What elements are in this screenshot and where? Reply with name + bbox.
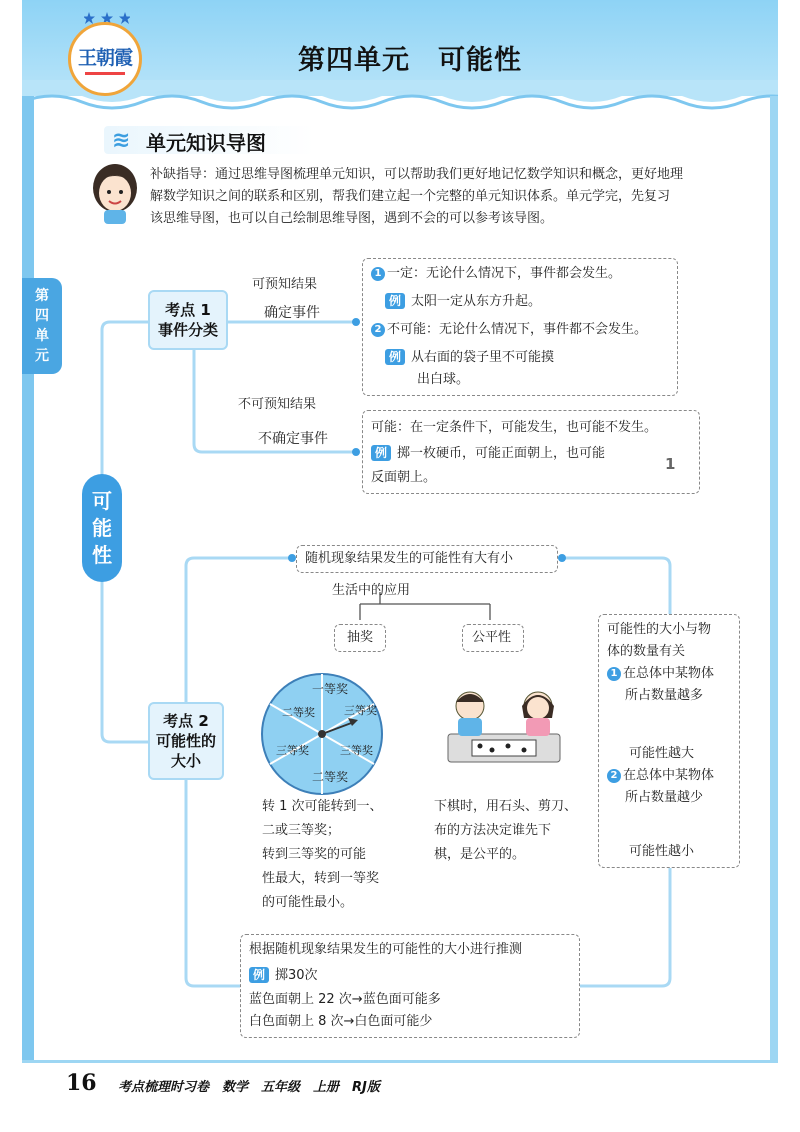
inference-line: 蓝色面朝上 22 次→蓝色面可能多: [249, 992, 441, 1007]
example-text: 出白球。: [417, 372, 470, 387]
number-badge: 1: [371, 267, 385, 281]
wheel-label: 三等奖: [344, 704, 377, 717]
connector-dot: [288, 554, 296, 562]
relation-item: [607, 765, 714, 787]
size-relation-box: [598, 614, 740, 868]
lottery-explanation: 性最大，转到一等奖: [262, 871, 380, 886]
impossible-example: [385, 347, 554, 369]
section-title: 单元知识导图: [146, 131, 266, 155]
fairness-explanation: 布的方法决定谁先下: [434, 823, 552, 838]
root-char: 能: [92, 515, 112, 540]
wave-icon: ≋: [112, 128, 131, 153]
side-tab-char: 第: [35, 288, 49, 304]
wheel-label: 一等奖: [312, 682, 349, 696]
connector-root-topic1: [102, 322, 148, 474]
example-text: 掷30次: [275, 968, 318, 983]
relation-text: 所占数量越少: [625, 790, 704, 805]
relation-head: 可能性的大小与物: [607, 622, 712, 637]
fairness-label: 公平性: [472, 630, 512, 645]
logo-text: 王朝霞: [77, 47, 132, 69]
uncertain-event-box: [362, 410, 700, 494]
intro-line: 该思维导图，也可以自己绘制思维导图，遇到不会的可以参考该导图。: [150, 211, 554, 226]
possible-example: [371, 443, 605, 465]
fairness-explanation: 棋，是公平的。: [434, 847, 526, 862]
connector-dot: [352, 448, 360, 456]
topic1-label: 事件分类: [157, 321, 218, 339]
lottery-explanation: 转到三等奖的可能: [262, 847, 367, 862]
impossible-line: [371, 319, 647, 341]
example-text: 太阳一定从东方升起。: [411, 294, 542, 309]
relation-result: 可能性越大: [629, 746, 695, 761]
relation-result: 可能性越小: [629, 844, 695, 859]
relation-text: 所占数量越多: [625, 688, 704, 703]
fairness-explanation: 下棋时，用石头、剪刀、: [434, 799, 578, 814]
top-statement: 随机现象结果发生的可能性有大有小: [305, 551, 514, 566]
certain-event-box: [362, 258, 678, 396]
connector-root-topic2: [102, 582, 148, 742]
relation-item: [607, 663, 714, 685]
side-tab-char: 四: [35, 308, 49, 324]
root-node: [82, 474, 122, 582]
connector-dot: [352, 318, 360, 326]
branch-label: 不可预知结果: [238, 397, 317, 412]
bottom-border: [22, 1060, 778, 1063]
connector-right-bottom: [580, 868, 670, 986]
lottery-explanation: 二或三等奖；: [262, 823, 341, 838]
example-badge: 例: [385, 349, 405, 365]
certain-line: [371, 263, 621, 285]
connector-topic2-bottom: [186, 758, 240, 986]
wheel-label: 二等奖: [282, 706, 315, 719]
page-number: 16: [66, 1070, 97, 1096]
example-badge: 例: [385, 293, 405, 309]
wheel-label: 二等奖: [312, 770, 349, 784]
impossible-def: 不可能：无论什么情况下，事件都不会发生。: [387, 322, 648, 337]
connector-top-right: [562, 558, 670, 614]
lottery-box: [334, 624, 386, 652]
example-text: 从右面的袋子里不可能摸: [411, 350, 555, 365]
relation-head: 体的数量有关: [607, 644, 686, 659]
branch-label: 确定事件: [264, 305, 320, 321]
root-char: 可: [92, 488, 112, 513]
connector-dot: [558, 554, 566, 562]
certain-example: [385, 291, 541, 313]
lottery-explanation: 转 1 次可能转到一、: [262, 799, 383, 814]
page-title: 第四单元 可能性: [298, 45, 522, 76]
example-badge: 例: [249, 967, 269, 983]
lottery-explanation: 的可能性最小。: [262, 895, 354, 910]
number-badge: 2: [371, 323, 385, 337]
coin-value: 1: [665, 455, 676, 473]
children-playing-icon: [448, 692, 560, 762]
branch-label: 可预知结果: [252, 277, 318, 292]
intro-line: 解数学知识之间的联系和区别，帮我们建立起一个完整的单元知识体系。单元学完，先复习: [150, 189, 671, 204]
topic2-label: 考点 2: [163, 712, 209, 730]
topic2-node: [148, 702, 224, 780]
topic1-label: 考点 1: [165, 301, 211, 319]
inference-head: 根据随机现象结果发生的可能性的大小进行推测: [249, 942, 523, 957]
side-tab-char: 元: [35, 348, 49, 364]
wheel-label: 三等奖: [276, 744, 309, 757]
branch-label: 不确定事件: [258, 431, 328, 447]
root-char: 性: [92, 542, 112, 567]
inference-line: 白色面朝上 8 次→白色面可能少: [249, 1014, 433, 1029]
topic1-node: [148, 290, 228, 350]
inference-box: [240, 934, 580, 1038]
example-text: 反面朝上。: [371, 470, 437, 485]
possible-def: 可能：在一定条件下，可能发生，也可能不发生。: [371, 420, 658, 435]
intro-line: 补缺指导：通过思维导图梳理单元知识，可以帮助我们更好地记忆数学知识和概念，更好地理: [150, 167, 684, 182]
footer-text: 考点梳理时习卷 数学 五年级 上册 RJ版: [118, 1080, 380, 1095]
example-text: 掷一枚硬币，可能正面朝上，也可能: [397, 446, 606, 461]
wheel-label: 三等奖: [340, 744, 373, 757]
number-badge: 1: [607, 667, 621, 681]
fairness-box: [462, 624, 524, 652]
top-statement-box: [296, 545, 558, 573]
number-badge: 2: [607, 769, 621, 783]
relation-text: 在总体中某物体: [623, 768, 715, 783]
inference-example: [249, 965, 318, 987]
certain-def: 一定：无论什么情况下，事件都会发生。: [387, 266, 622, 281]
side-tab-char: 单: [35, 328, 49, 344]
topic2-label: 大小: [170, 752, 201, 770]
application-label: 生活中的应用: [332, 583, 411, 598]
lottery-label: 抽奖: [347, 630, 374, 645]
relation-text: 在总体中某物体: [623, 666, 715, 681]
topic2-label: 可能性的: [155, 732, 216, 750]
example-badge: 例: [371, 445, 391, 461]
